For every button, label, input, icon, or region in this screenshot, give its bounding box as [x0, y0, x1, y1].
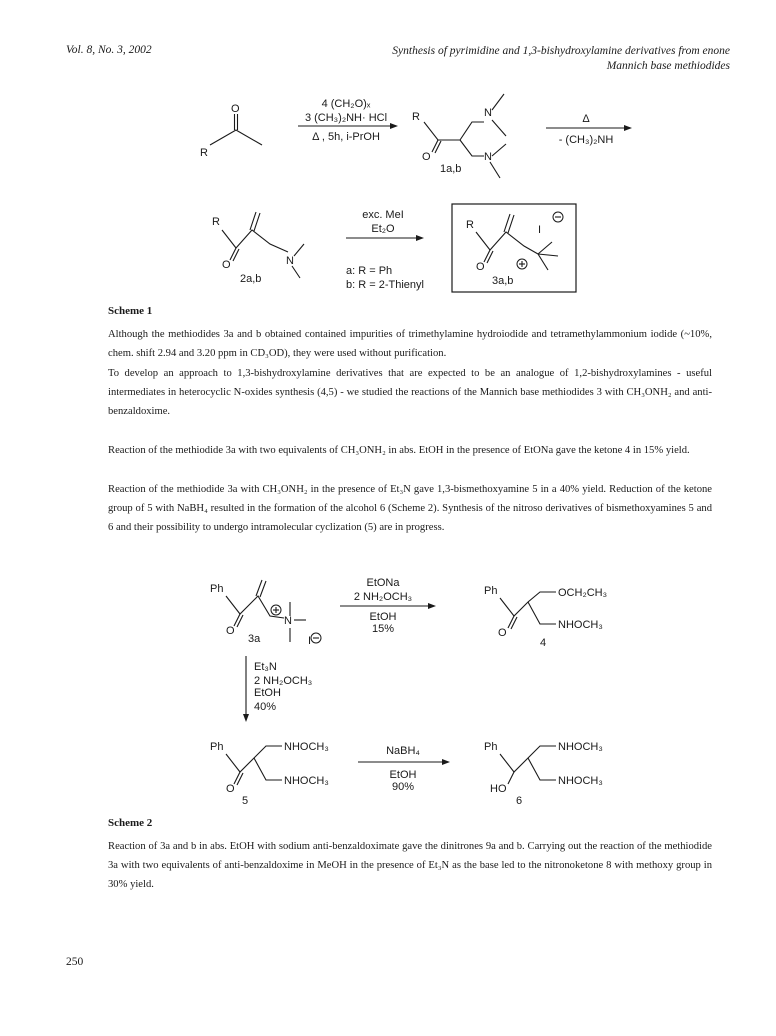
paragraph: Although the methiodides 3a and b obtained contained impurities of trimethylamine hydroiodide and tetramethylammonium iodide (~10%, chem. shift 2.94 and 3.20 ppm in CD₃OD), they were used without purification.	[108, 329, 712, 360]
compound-2-label: 2a,b	[240, 273, 262, 285]
ketone-starting-material	[200, 103, 262, 159]
nitrogen-label: N	[286, 255, 294, 267]
triethylamine-conditions	[243, 656, 312, 722]
nitrogen-label: N	[484, 151, 492, 163]
phenyl-label: Ph	[484, 741, 498, 753]
compound-4-label: 4	[540, 637, 547, 649]
scheme-1-caption: Scheme 1	[108, 305, 153, 317]
ketone-4	[484, 585, 607, 649]
scheme-2-figure	[0, 572, 776, 817]
iodide-label: I	[308, 635, 312, 647]
condition-ethona: EtONa	[366, 577, 400, 589]
ethoxy-label: OCH₂CH₃	[558, 587, 608, 599]
step1-condition-3: Δ , 5h, i-PrOH	[312, 131, 380, 143]
yield-15: 15%	[371, 623, 395, 635]
phenyl-label: Ph	[210, 741, 224, 753]
elimination-conditions	[546, 113, 632, 146]
substituent-legend-b: b: R = 2-Thienyl	[346, 279, 424, 291]
oxygen-label: O	[226, 783, 235, 795]
r-label: R	[466, 219, 474, 231]
running-header-right-line2: Mannich base methiodides	[606, 60, 730, 72]
yield-90: 90%	[391, 781, 415, 793]
methoxyamino-label: NHOCH₃	[284, 741, 329, 753]
compound-1-label: 1a,b	[440, 163, 462, 175]
nitrogen-label: N	[284, 615, 292, 627]
paragraph: Reaction of 3a and b in abs. EtOH with sodium anti-benzaldoximate gave the dinitrones 9a and b. Carrying out the reaction of the methiodide 3a with two equivalents of anti-benzaldoxime in MeOH in the presence of Et₃N as the base led to the nitronoketone 8 with methoxy group in 30% yield.	[108, 841, 712, 891]
methoxyamino-label: NHOCH₃	[284, 775, 329, 787]
compound-6-label: 6	[516, 795, 523, 807]
hydroxy-label: HO	[490, 783, 507, 795]
step2-condition-1: Δ	[582, 113, 590, 125]
compound-3-label: 3a,b	[492, 275, 514, 287]
condition-ethanol: EtOH	[369, 611, 397, 623]
enone-mannich-base-2	[212, 212, 304, 285]
oxygen-label: O	[226, 625, 235, 637]
oxygen-label: O	[231, 103, 240, 115]
methoxyamino-label: NHOCH₃	[558, 775, 603, 787]
bis-mannich-base-1	[412, 94, 506, 178]
phenyl-label: Ph	[210, 583, 224, 595]
alcohol-6	[484, 741, 603, 807]
running-header-right	[392, 44, 730, 74]
oxygen-label: O	[422, 151, 431, 163]
step2-condition-2: - (CH₃)₂NH	[558, 134, 614, 146]
scheme-2-caption: Scheme 2	[108, 817, 153, 829]
methoxyamino-label: NHOCH₃	[558, 741, 603, 753]
condition-nabh4: NaBH₄	[386, 745, 420, 757]
paragraph: Reaction of the methiodide 3a with two equivalents of CH₃ONH₂ in abs. EtOH in the presence of EtONa gave the ketone 4 in 15% yield.	[108, 445, 690, 456]
running-header-left: Vol. 8, No. 3, 2002	[66, 44, 152, 56]
methiodide-3a	[210, 580, 321, 647]
r-label: R	[200, 147, 208, 159]
ethoxide-conditions	[340, 577, 436, 635]
paragraph: To develop an approach to 1,3-bishydroxylamine derivatives that are expected to be an analogue of 1,2-bishydroxylamines - useful intermediates in heterocyclic N-oxides synthesis (4,5) - we studied the reactions of the Mannich base methiodides 3 with CH₃ONH₂ and anti-benzaldoxime.	[108, 368, 712, 418]
step3-condition-1: exc. MeI	[362, 209, 404, 221]
compound-3a-label: 3a	[248, 633, 261, 645]
condition-methoxyamine: 2 NH₂OCH₃	[353, 591, 413, 603]
condition-ethanol: EtOH	[389, 769, 417, 781]
running-header-right-line1: Synthesis of pyrimidine and 1,3-bishydroxylamine derivatives from enone	[392, 45, 730, 57]
nitrogen-label: N	[484, 107, 492, 119]
bismethoxyamine-5	[210, 741, 329, 807]
oxygen-label: O	[498, 627, 507, 639]
methiodide-3-boxed	[452, 204, 576, 292]
step1-condition-1: 4 (CH₂O)ₓ	[321, 98, 371, 110]
r-label: R	[412, 111, 420, 123]
oxygen-label: O	[476, 261, 485, 273]
methoxyamino-label: NHOCH₃	[558, 619, 603, 631]
scheme-1-figure	[0, 80, 776, 305]
phenyl-label: Ph	[484, 585, 498, 597]
oxygen-label: O	[222, 259, 231, 271]
reduction-conditions	[358, 745, 450, 793]
step1-condition-2: 3 (CH₃)₂NH· HCl	[304, 112, 388, 124]
r-label: R	[212, 216, 220, 228]
yield-40: 40%	[254, 701, 277, 713]
compound-5-label: 5	[242, 795, 249, 807]
condition-ethanol: EtOH	[254, 687, 281, 699]
substituent-legend-a: a: R = Ph	[346, 265, 393, 277]
condition-methoxyamine: 2 NH₂OCH₃	[254, 675, 313, 687]
iodide-label: I	[538, 224, 542, 236]
step3-condition-2: Et₂O	[371, 223, 395, 235]
condition-et3n: Et₃N	[254, 661, 277, 673]
mannich-conditions	[298, 98, 398, 143]
paragraph: Reaction of the methiodide 3a with CH₃ONH₂ in the presence of Et₃N gave 1,3-bismethoxyamine 5 in a 40% yield. Reduction of the ketone group of 5 with NaBH₄ resulted in the formation of the alcohol 6 (Scheme 2). Synthesis of the nitroso derivatives of bismethoxyamines 5 and 6 and their possibility to undergo intramolecular cyclization (5) are in progress.	[108, 484, 712, 534]
page-number: 250	[66, 956, 84, 968]
methylation-conditions	[346, 209, 424, 241]
